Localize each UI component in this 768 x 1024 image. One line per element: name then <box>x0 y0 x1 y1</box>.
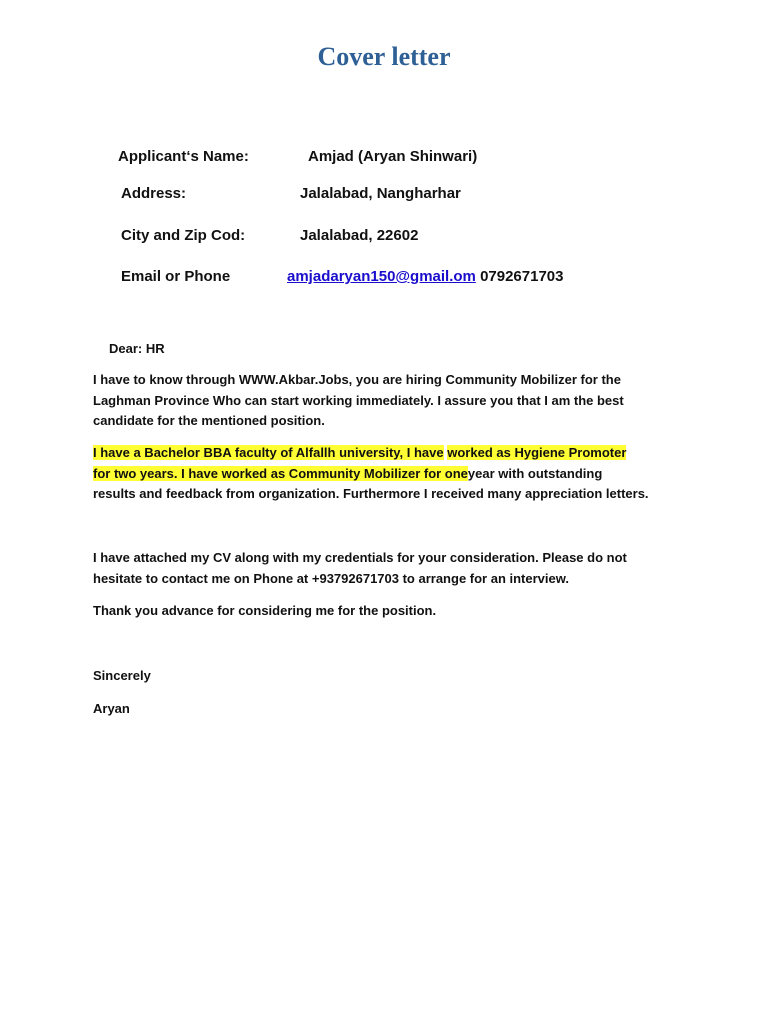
name-label: Applicant‘s Name: <box>118 148 249 165</box>
city-value: Jalalabad, 22602 <box>300 227 419 244</box>
paragraph-intro <box>93 370 693 432</box>
paragraph-experience <box>93 443 693 505</box>
address-label: Address: <box>121 185 187 202</box>
paragraph-line: results and feedback from organization. Furthermore I received many appreciation letters. <box>93 486 649 501</box>
signature: Aryan <box>93 701 130 716</box>
phone-number: 0792671703 <box>480 268 564 285</box>
address-value: Jalalabad, Nangharhar <box>300 185 461 202</box>
paragraph-line <box>93 464 693 485</box>
contact-label: Email or Phone <box>121 268 231 285</box>
salutation: Dear: HR <box>109 341 165 356</box>
email-link[interactable]: amjadaryan150@gmail.om <box>287 268 476 285</box>
name-value: Amjad (Aryan Shinwari) <box>308 148 478 165</box>
paragraph-line: candidate for the mentioned position. <box>93 413 325 428</box>
paragraph-line: Laghman Province Who can start working immediately. I assure you that I am the best <box>93 392 624 408</box>
page-title: Cover letter <box>317 42 451 71</box>
paragraph-line: I have to know through WWW.Akbar.Jobs, you are hiring Community Mobilizer for the <box>93 372 621 387</box>
paragraph-line: I have attached my CV along with my credentials for your consideration. Please do not <box>93 550 627 565</box>
paragraph-line <box>93 443 693 464</box>
city-label: City and Zip Cod: <box>121 227 246 244</box>
paragraph-thanks: Thank you advance for considering me for the position. <box>93 603 437 618</box>
highlighted-text: I have a Bachelor BBA faculty of Alfallh university, I have <box>93 445 444 460</box>
highlighted-text: for two years. I have worked as Community Mobilizer for one <box>93 465 468 481</box>
paragraph-line: hesitate to contact me on Phone at +93792671703 to arrange for an interview. <box>93 570 569 586</box>
highlighted-text: worked as Hygiene Promoter <box>447 445 627 460</box>
paragraph-attachment <box>93 548 693 589</box>
plain-text: year with outstanding <box>467 465 603 481</box>
closing: Sincerely <box>93 668 151 683</box>
